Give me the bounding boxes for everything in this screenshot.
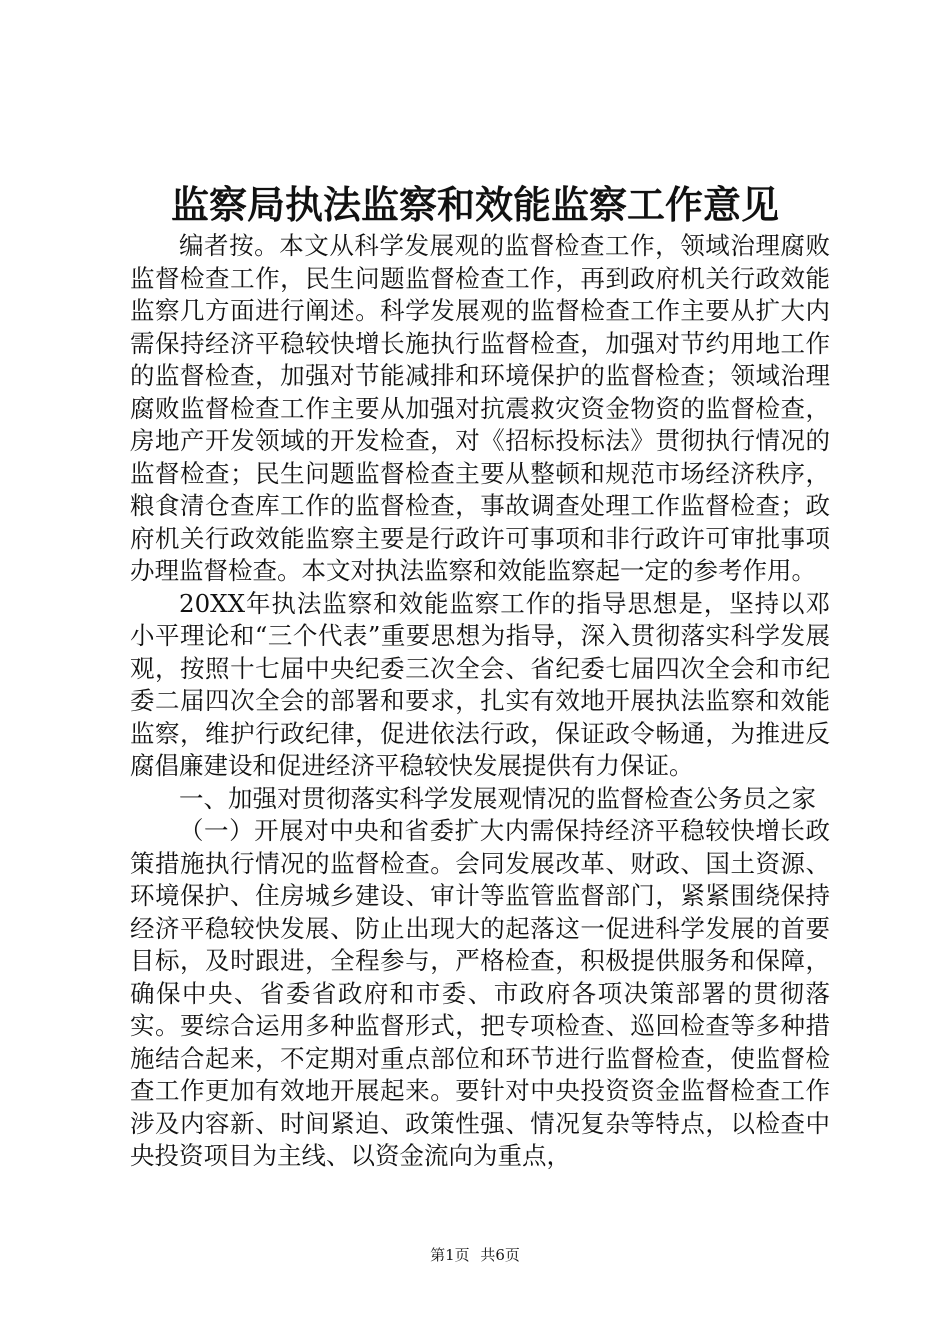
document-title: 监察局执法监察和效能监察工作意见 [170,182,779,227]
paragraph-subsection-1: （一）开展对中央和省委扩大内需保持经济平稳较快增长政策措施执行情况的监督检查。会同发展改革、财政、国土资源、环境保护、住房城乡建设、审计等监管监督部门，紧紧围绕保持经济平稳较快发展、防止出现大的起落这一促进科学发展的首要目标，及时跟进，全程参与，严格检查，积极提供服务和保障，确保中央、省委省政府和市委、市政府各项决策部署的贯彻落实。要综合运用多种监督形式，把专项检查、巡回检查等多种措施结合起来，不定期对重点部位和环节进行监督检查，使监督检查工作更加有效地开展起来。要针对中央投资资金监督检查工作涉及内容新、时间紧迫、政策性强、情况复杂等特点，以检查中央投资项目为主线、以资金流向为重点， [130,816,830,1170]
section-heading-1: 一、加强对贯彻落实科学发展观情况的监督检查公务员之家 [179,783,816,813]
paragraph-guiding-thought: 20XX年执法监察和效能监察工作的指导思想是，坚持以邓小平理论和“三个代表”重要思想为指导，深入贯彻落实科学发展观，按照十七届中央纪委三次全会、省纪委七届四次全会和市纪委二届四次全会的部署和要求，扎实有效地开展执法监察和效能监察，维护行政纪律，促进依法行政，保证政令畅通，为推进反腐倡廉建设和促进经济平稳较快发展提供有力保证。 [130,588,830,780]
page-total: 共6页 [480,1246,520,1264]
document-body [130,230,830,1173]
page-number: 第1页 [430,1246,470,1264]
paragraph-editor-note: 编者按。本文从科学发展观的监督检查工作，领域治理腐败监督检查工作，民生问题监督检查工作，再到政府机关行政效能监察几方面进行阐述。科学发展观的监督检查工作主要从扩大内需保持经济平稳较快增长施执行监督检查，加强对节约用地工作的监督检查，加强对节能减排和环境保护的监督检查；领域治理腐败监督检查工作主要从加强对抗震救灾资金物资的监督检查，房地产开发领域的开发检查，对《招标投标法》贯彻执行情况的监督检查；民生问题监督检查主要从整顿和规范市场经济秩序，粮食清仓查库工作的监督检查，事故调查处理工作监督检查；政府机关行政效能监察主要是行政许可事项和非行政许可审批事项办理监督检查。本文对执法监察和效能监察起一定的参考作用。 [130,231,830,585]
page-footer [0,1245,950,1265]
